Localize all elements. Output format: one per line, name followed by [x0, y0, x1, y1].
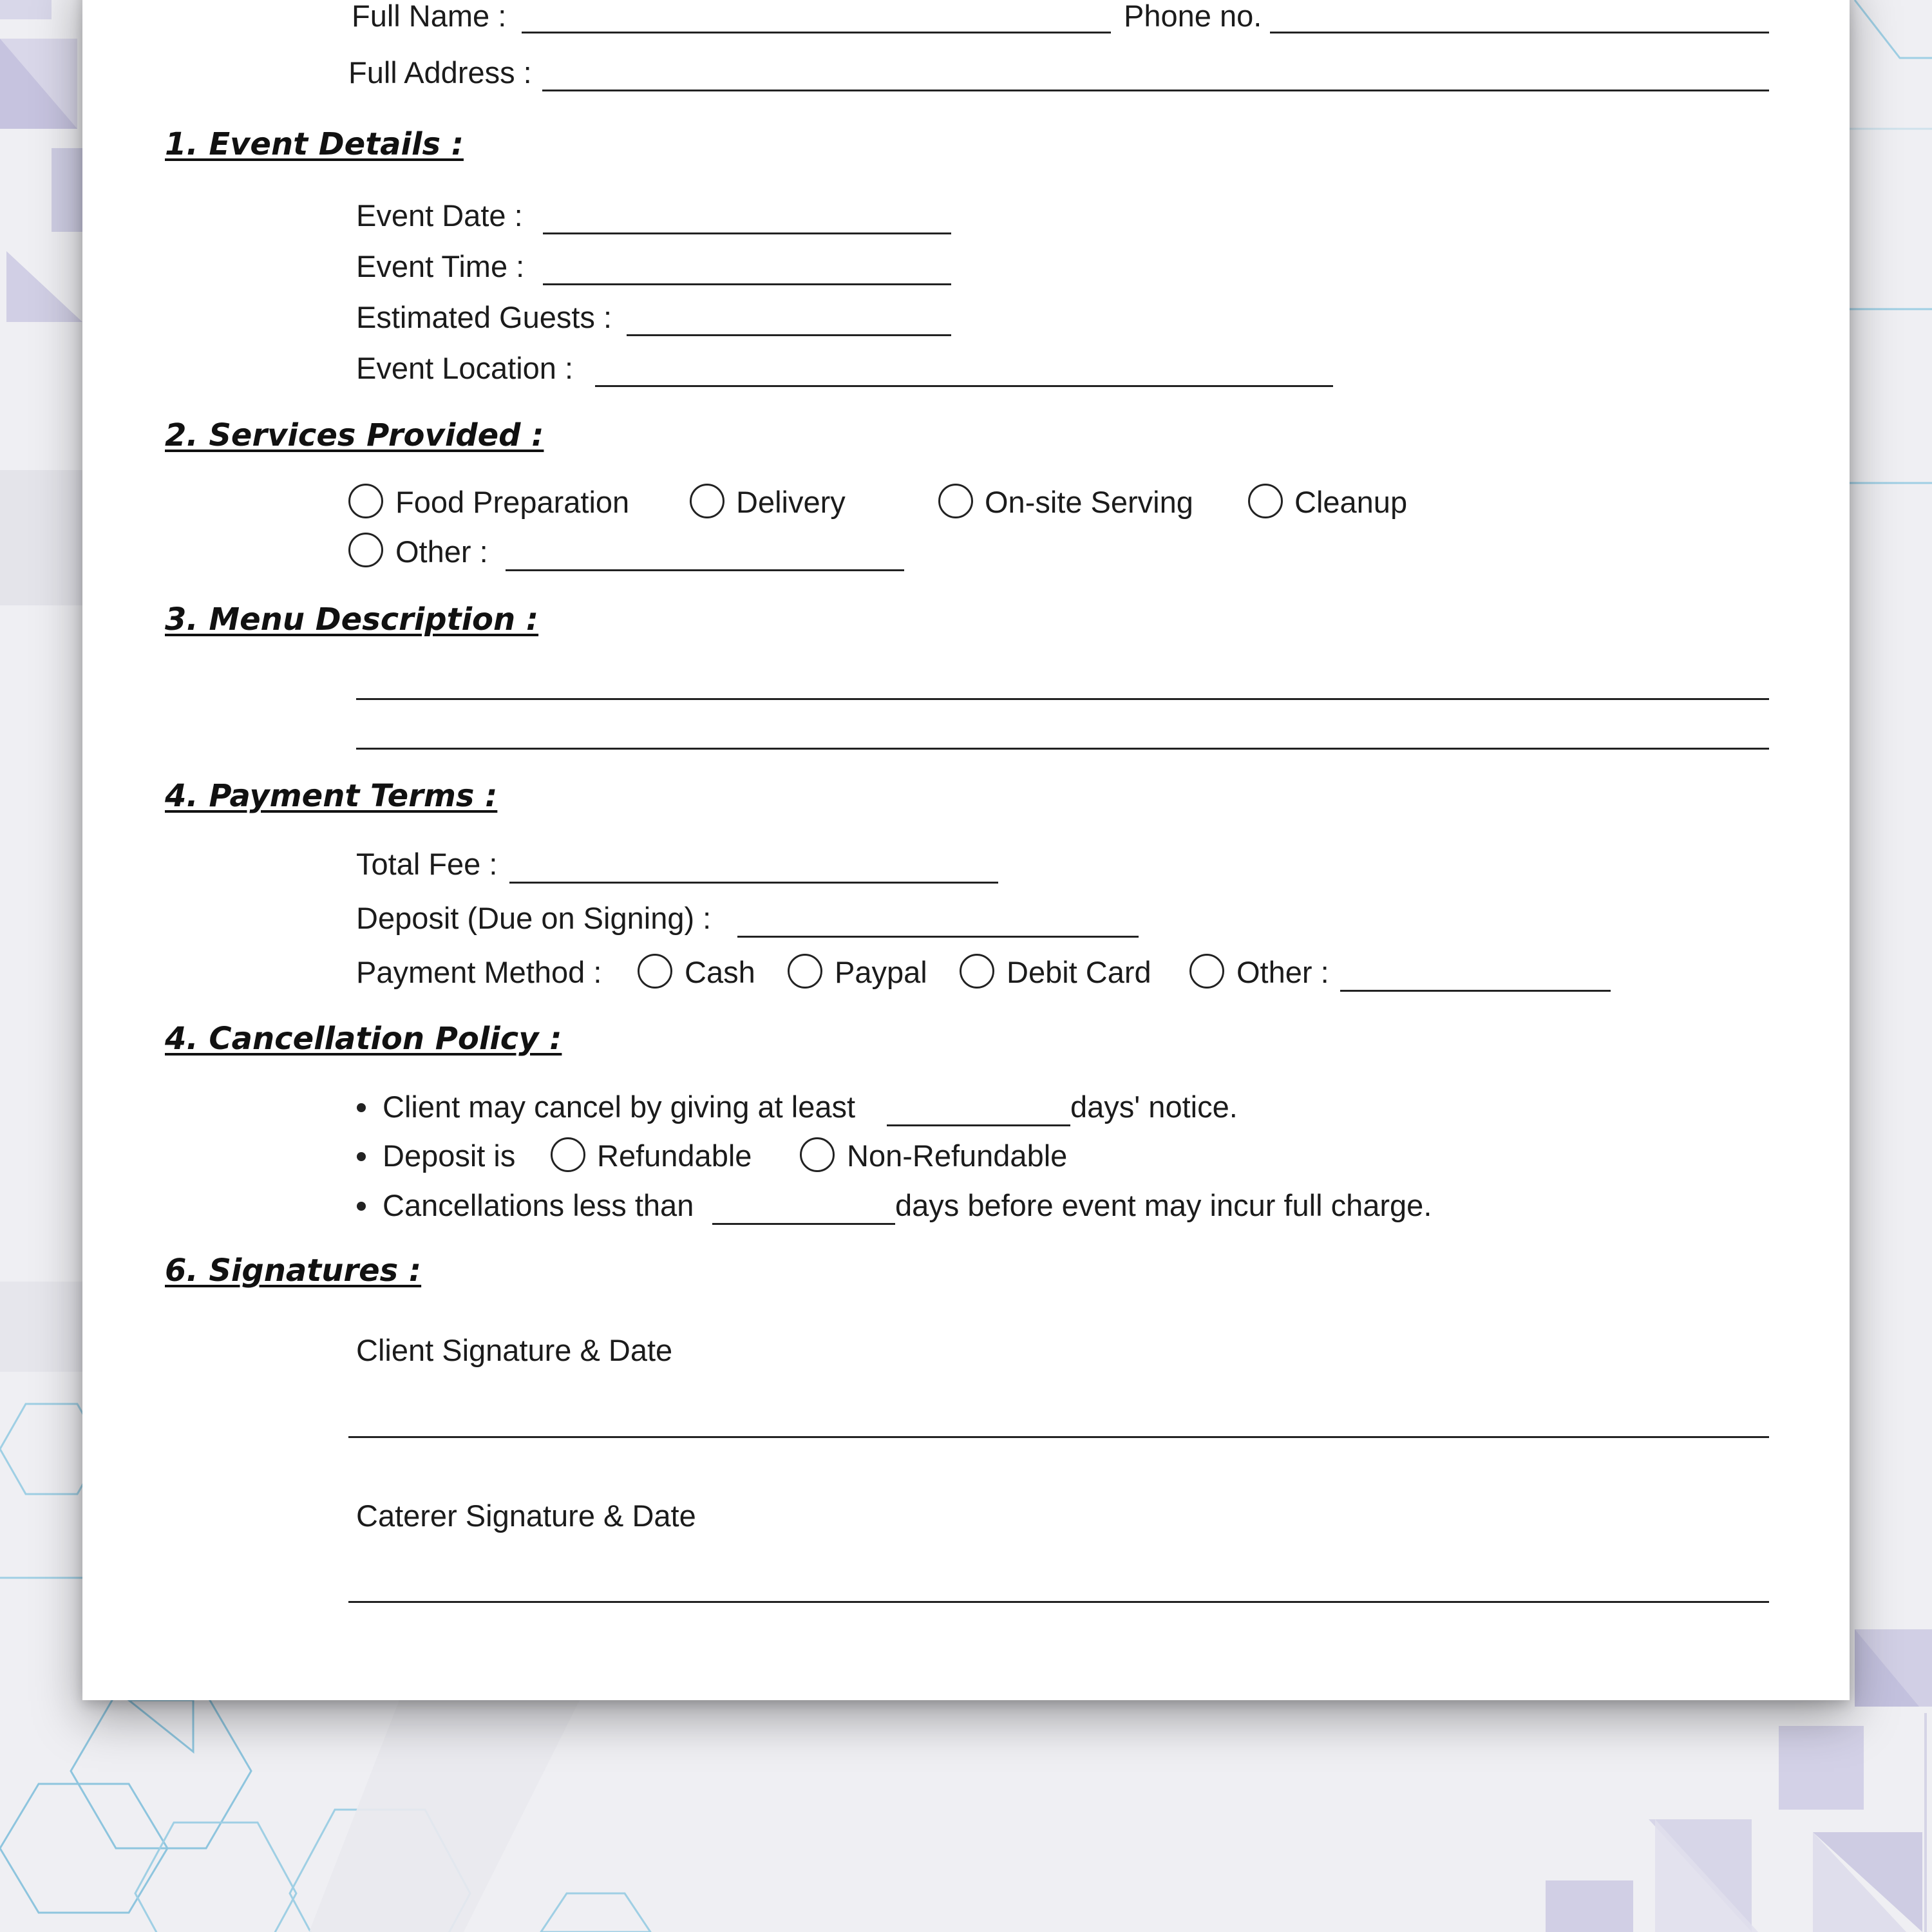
debit-card-radio[interactable] [960, 954, 994, 989]
caterer-signature-label: Caterer Signature & Date [356, 1499, 696, 1533]
caterer-signature-field[interactable] [348, 1601, 1769, 1603]
food-preparation-radio[interactable] [348, 484, 383, 518]
services-other-field[interactable] [506, 569, 904, 571]
full-address-label: Full Address : [348, 55, 532, 90]
cancel-notice-pre: Client may cancel by giving at least [383, 1090, 856, 1124]
event-location-label: Event Location : [356, 351, 574, 385]
on-site-serving-radio[interactable] [938, 484, 973, 518]
estimated-guests-field[interactable] [627, 334, 951, 336]
cancel-less-than-pre: Cancellations less than [383, 1188, 694, 1222]
event-details-heading: 1. Event Details : [165, 126, 464, 162]
payment-other-radio[interactable] [1189, 954, 1224, 989]
client-signature-label: Client Signature & Date [356, 1333, 673, 1367]
food-preparation-label: Food Preparation [395, 485, 630, 519]
cash-label: Cash [685, 955, 755, 989]
deposit-field[interactable] [737, 936, 1139, 938]
non-refundable-label: Non-Refundable [847, 1139, 1068, 1173]
bullet-3 [357, 1202, 366, 1211]
cleanup-radio[interactable] [1248, 484, 1283, 518]
non-refundable-radio[interactable] [800, 1137, 835, 1172]
menu-description-heading: 3. Menu Description : [165, 601, 539, 638]
payment-terms-heading: 4. Payment Terms : [165, 778, 498, 814]
cancel-less-than-days-field[interactable] [712, 1223, 895, 1225]
menu-description-line-2[interactable] [356, 748, 1769, 750]
cancellation-policy-heading: 4. Cancellation Policy : [165, 1021, 562, 1057]
event-date-field[interactable] [543, 232, 951, 234]
services-other-radio[interactable] [348, 533, 383, 567]
cleanup-label: Cleanup [1294, 485, 1408, 519]
paypal-label: Paypal [835, 955, 927, 989]
delivery-radio[interactable] [690, 484, 724, 518]
deposit-label: Deposit (Due on Signing) : [356, 901, 712, 935]
full-name-field[interactable] [522, 32, 1111, 33]
services-heading: 2. Services Provided : [165, 417, 544, 453]
phone-field[interactable] [1270, 32, 1769, 33]
event-time-label: Event Time : [356, 249, 525, 283]
deposit-is-label: Deposit is [383, 1139, 516, 1173]
cancel-notice-post: days' notice. [1070, 1090, 1238, 1124]
phone-label: Phone no. [1124, 0, 1262, 33]
client-signature-field[interactable] [348, 1436, 1769, 1438]
paypal-radio[interactable] [788, 954, 822, 989]
refundable-radio[interactable] [551, 1137, 585, 1172]
full-address-field[interactable] [542, 90, 1769, 91]
cancel-notice-days-field[interactable] [887, 1124, 1070, 1126]
full-name-label: Full Name : [352, 0, 507, 33]
payment-other-label: Other : [1236, 955, 1329, 989]
payment-method-label: Payment Method : [356, 955, 602, 989]
bullet-1 [357, 1103, 366, 1112]
services-other-label: Other : [395, 535, 488, 569]
total-fee-field[interactable] [509, 882, 998, 884]
menu-description-line-1[interactable] [356, 698, 1769, 700]
form-sheet [82, 0, 1850, 1700]
event-time-field[interactable] [543, 283, 951, 285]
signatures-heading: 6. Signatures : [165, 1253, 422, 1289]
cash-radio[interactable] [638, 954, 672, 989]
cancel-less-than-post: days before event may incur full charge. [895, 1188, 1432, 1222]
estimated-guests-label: Estimated Guests : [356, 300, 612, 334]
debit-card-label: Debit Card [1007, 955, 1151, 989]
delivery-label: Delivery [736, 485, 846, 519]
refundable-label: Refundable [597, 1139, 752, 1173]
on-site-serving-label: On-site Serving [985, 485, 1193, 519]
total-fee-label: Total Fee : [356, 847, 498, 881]
bullet-2 [357, 1152, 366, 1161]
payment-other-field[interactable] [1340, 990, 1611, 992]
event-date-label: Event Date : [356, 198, 523, 232]
event-location-field[interactable] [595, 385, 1333, 387]
